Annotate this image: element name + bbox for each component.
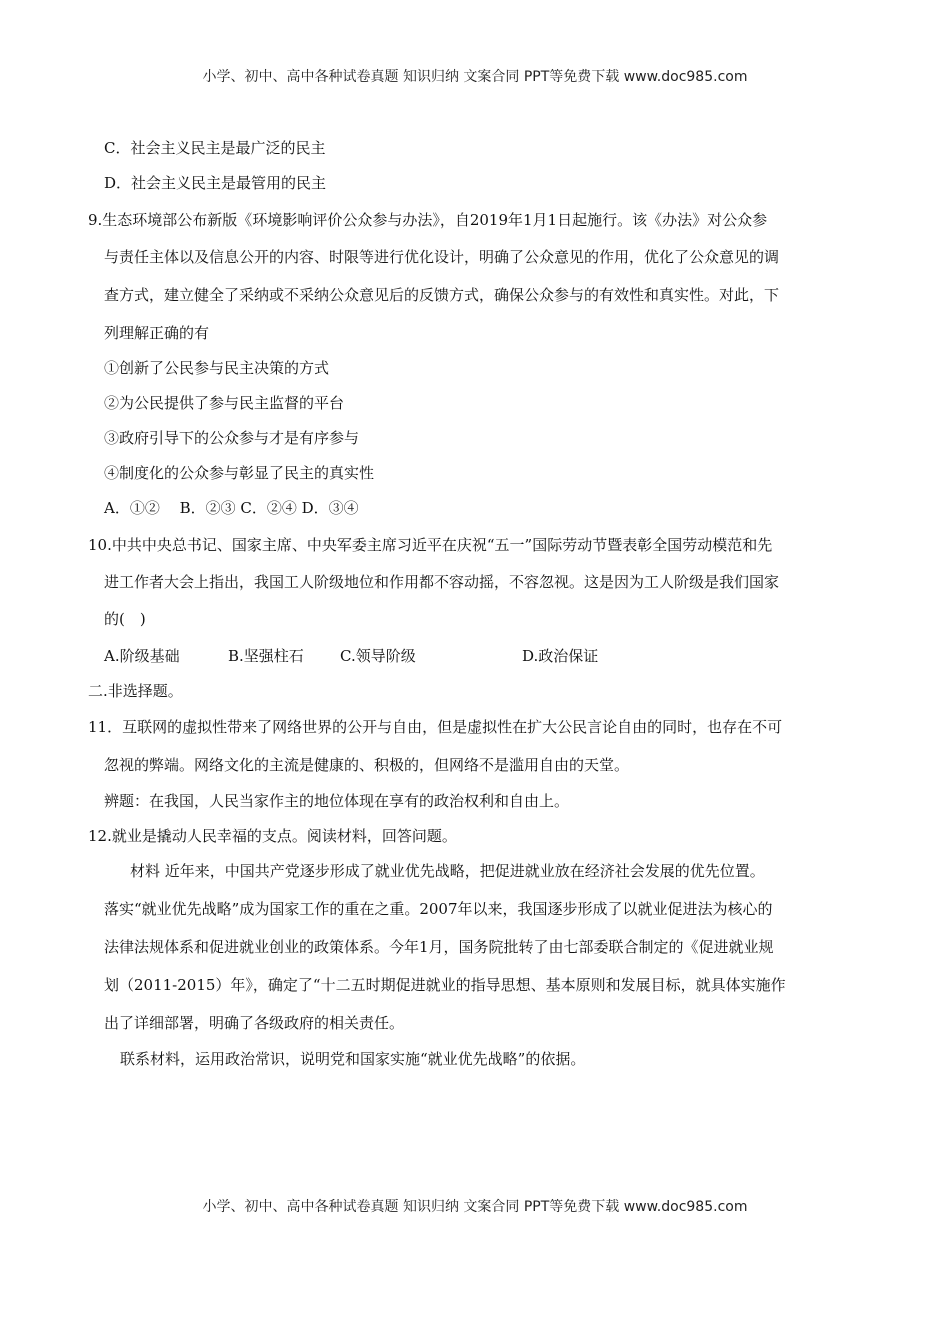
q9-item-4: ④制度化的公众参与彰显了民主的真实性 <box>104 464 375 482</box>
q9-item-2: ②为公民提供了参与民主监督的平台 <box>104 394 345 412</box>
section-heading: 二.非选择题。 <box>88 682 183 700</box>
q12-stem: 12.就业是撬动人民幸福的支点。阅读材料，回答问题。 <box>88 827 457 845</box>
q11-line-3: 辨题：在我国，人民当家作主的地位体现在享有的政治权利和自由上。 <box>104 792 570 810</box>
q8-option-c: C．社会主义民主是最广泛的民主 <box>104 139 326 157</box>
q11-line-1: 11．互联网的虚拟性带来了网络世界的公开与自由，但是虚拟性在扩大公民言论自由的同时，也存在不可 <box>88 718 783 736</box>
q9-stem-line-3: 查方式，建立健全了采纳或不采纳公众意见后的反馈方式，确保公众参与的有效性和真实性。对此，下 <box>104 286 780 304</box>
q11-line-2: 忽视的弊端。网络文化的主流是健康的、积极的，但网络不是滥用自由的天堂。 <box>104 756 630 774</box>
q10-stem-line-3: 的( ) <box>104 610 146 628</box>
q10-stem-line-2: 进工作者大会上指出，我国工人阶级地位和作用都不容动摇，不容忽视。这是因为工人阶级是我们国家 <box>104 573 780 591</box>
q9-item-3: ③政府引导下的公众参与才是有序参与 <box>104 429 360 447</box>
q12-material-line-5: 出了详细部署，明确了各级政府的相关责任。 <box>104 1014 405 1032</box>
q12-material-line-4: 划（2011-2015）年》，确定了“十二五时期促进就业的指导思想、基本原则和发展目标，就具体实施作 <box>104 976 786 994</box>
q10-stem-line-1: 10.中共中央总书记、国家主席、中央军委主席习近平在庆祝“五一”国际劳动节暨表彰全国劳动模范和先 <box>88 536 773 554</box>
q10-option-b: B.坚强柱石 <box>228 647 304 665</box>
q8-option-d: D．社会主义民主是最管用的民主 <box>104 174 327 192</box>
q10-option-d: D.政治保证 <box>522 647 599 665</box>
q9-stem-line-2: 与责任主体以及信息公开的内容、时限等进行优化设计，明确了公众意见的作用，优化了公众意见的调 <box>104 248 780 266</box>
q12-material-line-2: 落实“就业优先战略”成为国家工作的重在之重。2007年以来，我国逐步形成了以就业促进法为核心的 <box>104 900 773 918</box>
q12-material-line-1: 材料 近年来，中国共产党逐步形成了就业优先战略，把促进就业放在经济社会发展的优先位置。 <box>130 862 765 880</box>
page-header: 小学、初中、高中各种试卷真题 知识归纳 文案合同 PPT等免费下载 www.doc985.com <box>202 69 748 85</box>
q9-stem-line-4: 列理解正确的有 <box>104 324 210 342</box>
q9-stem-line-1: 9.生态环境部公布新版《环境影响评价公众参与办法》，自2019年1月1日起施行。该《办法》对公众参 <box>88 211 768 229</box>
q12-task: 联系材料，运用政治常识，说明党和国家实施“就业优先战略”的依据。 <box>120 1050 586 1068</box>
q9-item-1: ①创新了公民参与民主决策的方式 <box>104 359 330 377</box>
page-footer: 小学、初中、高中各种试卷真题 知识归纳 文案合同 PPT等免费下载 www.doc985.com <box>202 1199 748 1215</box>
q9-choices: A．①② B．②③ C．②④ D．③④ <box>104 499 359 517</box>
q10-option-c: C.领导阶级 <box>340 647 416 665</box>
q10-option-a: A.阶级基础 <box>104 647 180 665</box>
q12-material-line-3: 法律法规体系和促进就业创业的政策体系。今年1月，国务院批转了由七部委联合制定的《促进就业规 <box>104 938 774 956</box>
